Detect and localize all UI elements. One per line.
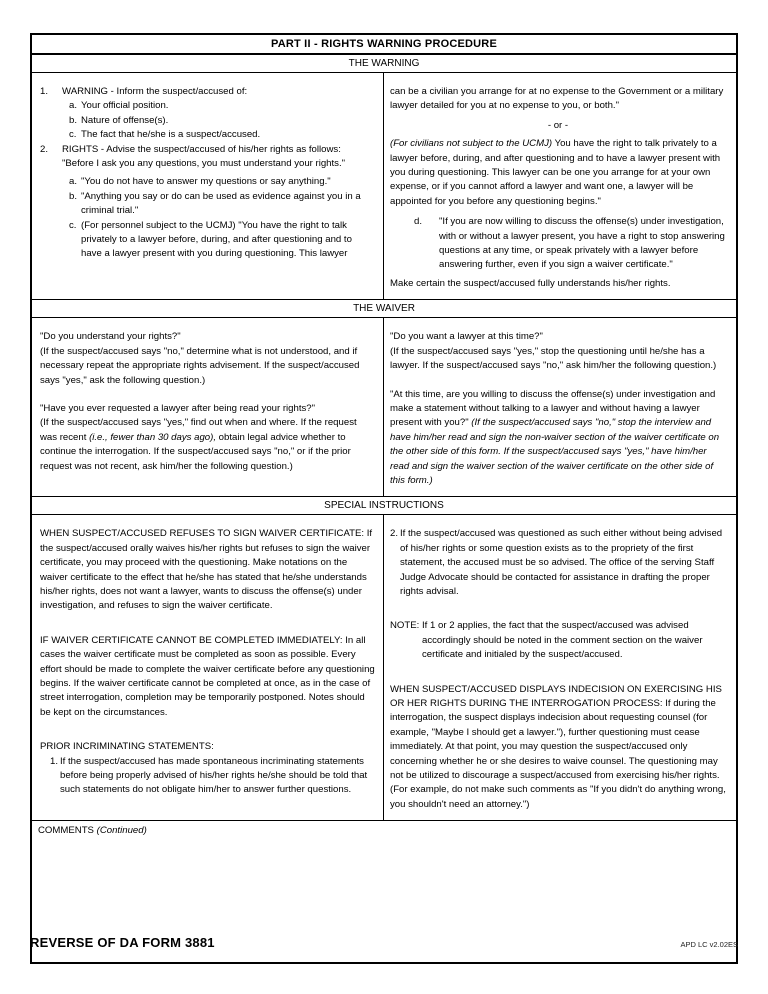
item-text: WARNING - Inform the suspect/accused of:	[62, 86, 248, 97]
special-note	[390, 619, 726, 662]
part2-title: PART II - RIGHTS WARNING PROCEDURE	[32, 35, 736, 55]
item-text: (For personnel subject to the UCMJ) "You have the right to talk privately to a lawyer before, during, and after questioning and to have a lawyer present with you during questioning. This lawyer	[81, 219, 352, 260]
item-number: 1.	[40, 86, 49, 97]
waiver-right-p3-italic: (If the suspect/accused says "no," stop the interview and have him/her read and sign the non-waiver section of the waiver certificate on the other side of this form. If the suspect/accused says "yes," have him/her read and sign the waiver section of the waiver certificate on the other side of this form.)	[390, 417, 720, 486]
warning-section	[32, 73, 736, 300]
waiver-left-column	[32, 318, 384, 496]
warning-right-p2	[390, 137, 726, 209]
warning-right-p1: can be a civilian you arrange for at no expense to the Government or a military lawyer detailed for you at no expense to you, or both."	[390, 86, 724, 112]
item-text-line2: "Before I ask you any questions, you must understand your rights."	[62, 158, 346, 170]
warning-right-column	[384, 73, 736, 299]
special-left-p1: WHEN SUSPECT/ACCUSED REFUSES TO SIGN WAIVER CERTIFICATE: If the suspect/accused orally waives his/her rights but refuses to sign the waiver certificate, you may proceed with the questioning. Make notations on the waiver certificate to the effect that he/she has stated that he/she understands his/her rights, does not want a lawyer, wants to discuss the offense(s) under investigation, and refuses to sign the waiver certificate.	[40, 528, 373, 612]
comments-continued-label: (Continued)	[96, 825, 147, 837]
waiver-right-p1: "Do you want a lawyer at this time?"	[390, 331, 543, 343]
waiver-right-p3-a: "At this time, are you willing to discuss the offense(s) under investigation and make a statement without talking to a lawyer and without having a lawyer present with you?"	[390, 388, 716, 429]
special-left-column	[32, 515, 384, 820]
item-letter: c.	[69, 219, 77, 231]
item-text: "Anything you say or do can be used as evidence against you in a criminal trial."	[81, 190, 361, 217]
page-footer	[30, 935, 738, 950]
special-section-title: SPECIAL INSTRUCTIONS	[32, 497, 736, 515]
form-number-label: REVERSE OF DA FORM 3881	[30, 935, 215, 950]
warning-section-title: THE WARNING	[32, 55, 736, 73]
special-item-1	[50, 755, 375, 798]
or-divider: - or -	[547, 119, 569, 131]
item-letter: a.	[69, 176, 78, 188]
warning-right-p2-rest: You have the right to talk privately to a lawyer before, during, and after questioning and to have a lawyer present with you during questioning. This lawyer can be one you arrange for at your own expense, or if you cannot afford a lawyer and want one, a lawyer will be appointed for you before any questioning begins."	[390, 138, 721, 207]
item-number: 2.	[390, 528, 399, 540]
waiver-left-p1: "Do you understand your rights?"	[40, 331, 181, 343]
warning-item-2	[40, 143, 375, 172]
special-left-p2: IF WAIVER CERTIFICATE CANNOT BE COMPLETED IMMEDIATELY: In all cases the waiver certificate must be completed as soon as possible. Every effort should be made to complete the waiver certificate before any questioning begins. If the waiver certificate cannot be completed at once, as in the case of street interrogation, completion may be temporarily postponed. Notes should be kept on the circumstances.	[40, 634, 375, 718]
item-number: 2.	[40, 143, 49, 155]
item-letter: b.	[69, 114, 78, 126]
warning-left-column	[32, 73, 384, 299]
waiver-left-p4-a: (If the suspect/accused says "yes," find out when and where. If the request was recent	[40, 417, 357, 443]
item-text	[62, 143, 375, 172]
item-text-line1: RIGHTS - Advise the suspect/accused of his/her rights as follows:	[62, 143, 341, 155]
warning-item-1c	[69, 128, 375, 142]
item-text: The fact that he/she is a suspect/accused.	[81, 129, 261, 141]
item-letter: c.	[69, 129, 77, 141]
item-letter: d.	[414, 216, 423, 228]
note-label: NOTE:	[390, 620, 420, 632]
rights-warning-form	[30, 33, 738, 964]
waiver-section-title: THE WAIVER	[32, 300, 736, 318]
special-item-2	[390, 527, 726, 599]
item-text: "If you are now willing to discuss the offense(s) under investigation, with or without a lawyer present, you have a right to stop answering questions at any time, or speak privately with a lawyer before answering further, even if you sign a waiver certificate."	[439, 216, 725, 271]
item-text: Nature of offense(s).	[81, 114, 169, 126]
waiver-left-p4-b: obtain legal advice whether to continue the interrogation. If the suspect/accused says "no," or if the prior request was not recent, ask him/her the following question.)	[40, 431, 351, 472]
special-instructions-section	[32, 515, 736, 821]
waiver-left-p3: "Have you ever requested a lawyer after being read your rights?"	[40, 402, 316, 414]
item-text: "You do not have to answer my questions or say anything."	[81, 176, 331, 188]
waiver-section	[32, 318, 736, 497]
special-left-p3: PRIOR INCRIMINATING STATEMENTS:	[40, 741, 214, 753]
warning-item-1	[40, 85, 375, 99]
item-letter: a.	[69, 100, 78, 112]
warning-item-2d	[414, 215, 726, 273]
special-right-column	[384, 515, 736, 820]
item-letter: b.	[69, 190, 78, 202]
special-right-p1: WHEN SUSPECT/ACCUSED DISPLAYS INDECISION ON EXERCISING HIS OR HER RIGHTS DURING THE INTERROGATION PROCESS: If during the interrogation, the suspect displays indecision about requesting counsel (for example, "Maybe I should get a lawyer."), further questioning must cease immediately. At that point, you may question the suspect/accused only concerning whether he or she desires to waive counsel. The questioning may not be utilized to discourage a suspect/accused from exercising his/her rights. (For example, do not make such comments as "If you didn't do anything wrong, you shouldn't need an attorney.")	[390, 683, 726, 810]
waiver-left-p4	[40, 416, 375, 474]
item-number: 1.	[50, 755, 59, 767]
warning-item-2b	[69, 190, 375, 219]
warning-item-1a	[69, 99, 375, 113]
waiver-right-column	[384, 318, 736, 496]
waiver-left-p4-italic: (i.e., fewer than 30 days ago),	[89, 431, 216, 443]
item-text: Your official position.	[81, 100, 169, 112]
waiver-right-p3	[390, 388, 726, 489]
item-text: If the suspect/accused was questioned as such either without being advised of his/her rights or some question exists as to the propriety of the first statement, the accused must be so advised. The office of the serving Staff Judge Advocate should be contacted for assistance in drafting the proper rights advisal.	[400, 528, 723, 597]
waiver-right-p2: (If the suspect/accused says "yes," stop the questioning until he/she has a lawyer. If the suspect/accused says "no," ask him/her the following question.)	[390, 345, 717, 372]
comments-label: COMMENTS	[38, 825, 94, 837]
item-text: If the suspect/accused has made spontaneous incriminating statements before being properly advised of his/her rights he/she should be told that such statements do not obligate him/her to answer further questions.	[60, 755, 368, 796]
warning-item-2c	[69, 219, 375, 262]
warning-right-p3: Make certain the suspect/accused fully understands his/her rights.	[390, 277, 671, 289]
warning-item-2a	[69, 175, 375, 189]
waiver-left-p2: (If the suspect/accused says "no," determine what is not understood, and if necessary repeat the appropriate rights advisement. If the suspect/accused says "yes," ask the following question.)	[40, 345, 360, 386]
note-text: If 1 or 2 applies, the fact that the suspect/accused was advised accordingly should be noted in the comment section on the waiver certificate and initialed by the suspect/accused.	[422, 620, 703, 661]
warning-item-1b	[69, 114, 375, 128]
warning-right-p2-italic: (For civilians not subject to the UCMJ)	[390, 138, 553, 150]
apd-version-label: APD LC v2.02ES	[680, 940, 738, 949]
